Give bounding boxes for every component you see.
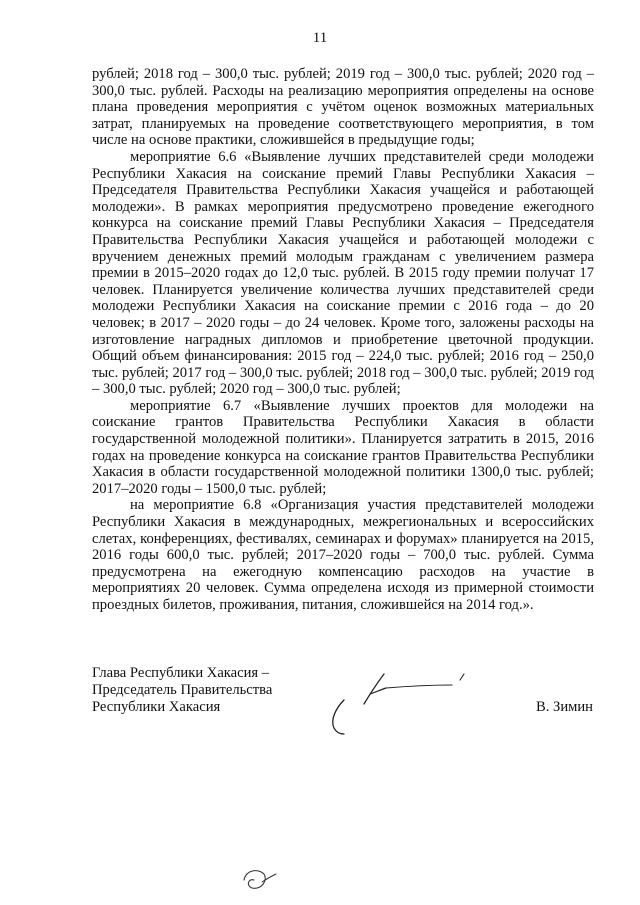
document-body xyxy=(92,66,594,614)
signatory-title-line-1: Глава Республики Хакасия – xyxy=(92,665,270,681)
page-number: 11 xyxy=(312,30,328,46)
paragraph-continuation: рублей; 2018 год – 300,0 тыс. рублей; 2019 год – 300,0 тыс. рублей; 2020 год – 300,0 тыс. рублей. Расходы на реализацию мероприятия определены на основе плана проведения мероприятия с учётом оценок возможных материальных затрат, планируемых на проведение соответствующего мероприятия, в том числе на основе практики, сложившейся в предыдущие годы; xyxy=(92,66,594,149)
paragraph-measure-6-7: мероприятие 6.7 «Выявление лучших проектов для молодежи на соискание грантов Правительства Республики Хакасия в области государственной молодежной политики». Планируется затратить в 2015, 2016 годах на проведение конкурса на соискание грантов Правительства Республики Хакасия в области государственной молодежной политики 1300,0 тыс. рублей; 2017–2020 годы – 1500,0 тыс. рублей; xyxy=(92,397,594,497)
signatory-name: В. Зимин xyxy=(535,699,593,715)
paragraph-measure-6-8: на мероприятие 6.8 «Организация участия представителей молодежи Республики Хакасия в международных, межрегиональных и всероссийских слетах, конференциях, фестивалях, семинарах и форумах» планируется на 2015, 2016 годы 600,0 тыс. рублей; 2017–2020 годы – 700,0 тыс. рублей. Сумма предусмотрена на ежегодную компенсацию расходов на участие в мероприятиях 20 человек. Сумма определена исходя из примерной стоимости проездных билетов, проживания, питания, сложившейся на 2014 год.». xyxy=(92,497,594,613)
signatory-title xyxy=(92,665,272,716)
paragraph-measure-6-6: мероприятие 6.6 «Выявление лучших представителей среди молодежи Республики Хакасия на соискание премий Главы Республики Хакасия – Председателя Правительства Республики Хакасия учащейся и работающей молодежи». В рамках мероприятия предусмотрено проведение ежегодного конкурса на соискание премий Главы Республики Хакасия – Председателя Правительства Республики Хакасия учащейся и работающей молодежи с вручением денежных премий молодым гражданам с увеличением размера премии в 2015–2020 годах до 12,0 тыс. рублей. В 2015 году премии получат 17 человек. Планируется увеличение количества лучших представителей среди молодежи Республики Хакасия на соискание премии с 2016 года – до 20 человек; в 2017 – 2020 годы – до 24 человек. Кроме того, заложены расходы на изготовление наградных дипломов и приобретение цветочной продукции. Общий объем финансирования: 2015 год – 224,0 тыс. рублей; 2016 год – 250,0 тыс. рублей; 2017 год – 300,0 тыс. рублей; 2018 год – 300,0 тыс. рублей; 2019 год – 300,0 тыс. рублей; 2020 год – 300,0 тыс. рублей; xyxy=(92,148,594,398)
signatory-title-line-2: Председатель Правительства xyxy=(92,682,273,698)
initials-mark xyxy=(238,862,280,894)
signatory-title-line-3: Республики Хакасия xyxy=(92,699,221,715)
handwritten-signature xyxy=(320,668,490,740)
